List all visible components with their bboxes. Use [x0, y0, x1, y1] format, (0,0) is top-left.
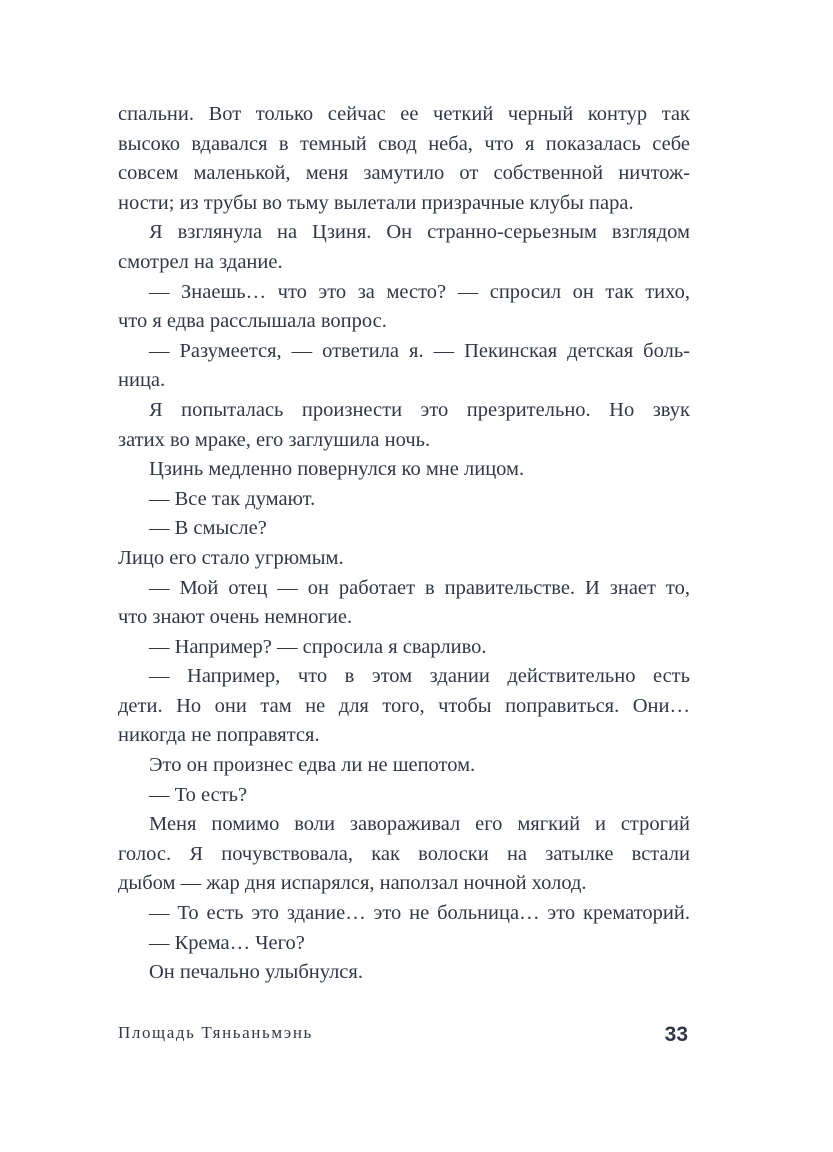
text-line: — Разумеется, — ответила я. — Пекинская детская боль-	[149, 339, 690, 362]
text-line: — В смысле?	[149, 517, 267, 540]
text-line: дети. Но они там не для того, чтобы поправиться. Они…	[118, 694, 690, 717]
text-line: ности; из трубы во тьму вылетали призрачные клубы пара.	[118, 191, 634, 214]
text-line: дыбом — жар дня испарялся, наползал ночной холод.	[118, 872, 587, 895]
text-line: Я взглянула на Цзиня. Он странно-серьезным взглядом	[149, 221, 690, 244]
text-line: Это он произнес едва ли не шепотом.	[149, 754, 476, 777]
text-line: — То есть это здание… это не больница… это крематорий.	[149, 902, 690, 925]
text-line: — Мой отец — он работает в правительстве. И знает то,	[149, 576, 690, 599]
page-number: 33	[664, 1023, 688, 1046]
text-line: голос. Я почувствовала, как волоски на затылке встали	[118, 842, 690, 865]
text-line: ница.	[118, 369, 166, 392]
text-line: — Крема… Чего?	[149, 931, 305, 954]
text-line: — Например? — спросила я сварливо.	[149, 635, 487, 658]
text-line: — Например, что в этом здании действительно есть	[149, 665, 690, 688]
text-line: Лицо его стало угрюмым.	[118, 546, 344, 569]
text-line: Меня помимо воли завораживал его мягкий и строгий	[149, 813, 690, 836]
text-line: Цзинь медленно повернулся ко мне лицом.	[149, 458, 525, 481]
body-text	[118, 100, 690, 988]
text-line: — Знаешь… что это за место? — спросил он так тихо,	[149, 280, 690, 303]
running-title: Площадь Тяньаньмэнь	[118, 1023, 313, 1042]
text-line: смотрел на здание.	[118, 250, 283, 273]
text-line: Он печально улыбнулся.	[149, 961, 363, 984]
text-line: затих во мраке, его заглушила ночь.	[118, 428, 431, 451]
text-line: высоко вдавался в темный свод неба, что я показалась себе	[118, 132, 690, 155]
text-line: что я едва расслышала вопрос.	[118, 310, 387, 333]
text-line: что знают очень немногие.	[118, 606, 353, 629]
text-line: — Все так думают.	[149, 487, 316, 510]
text-line: Я попыталась произнести это презрительно. Но звук	[149, 398, 690, 421]
text-line: — То есть?	[149, 783, 248, 806]
text-line: спальни. Вот только сейчас ее четкий черный контур так	[118, 103, 690, 125]
text-line: никогда не поправятся.	[118, 724, 320, 747]
text-line: совсем маленькой, меня замутило от собственной ничтож-	[118, 162, 690, 185]
